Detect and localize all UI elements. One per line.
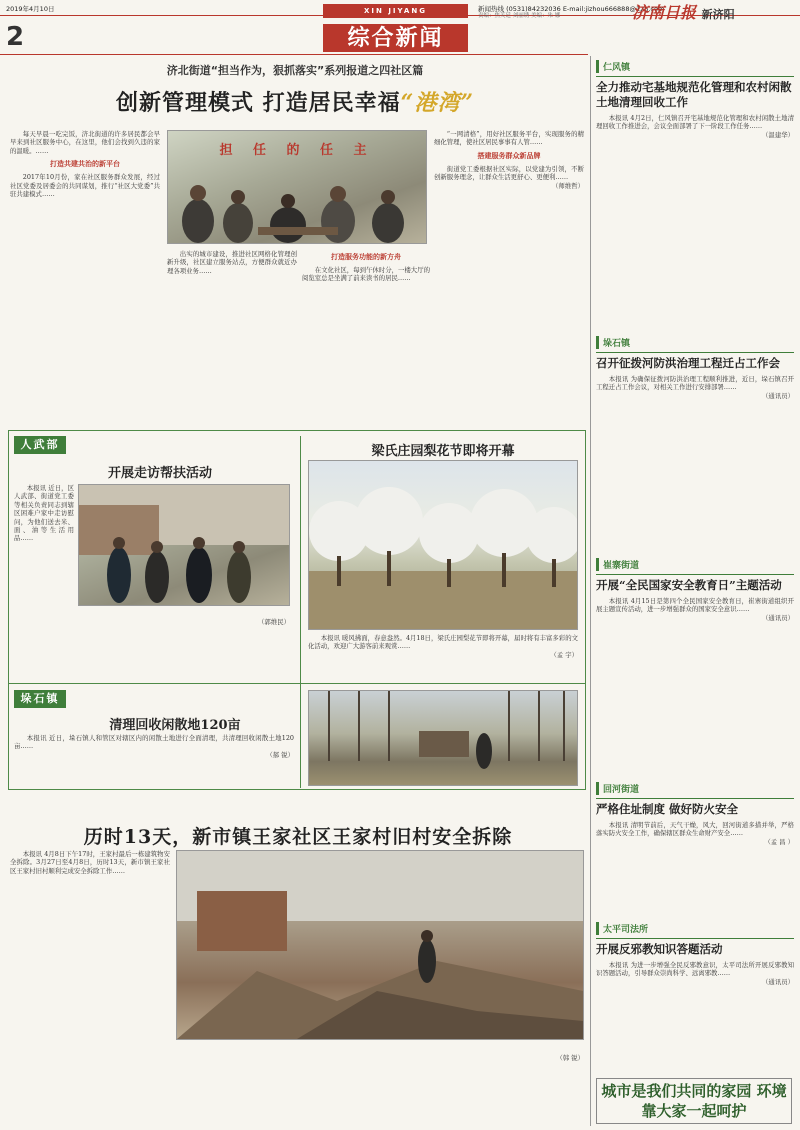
right-item-3-rule bbox=[596, 798, 794, 799]
right-item-2-headline: 开展“全民国家安全教育日”主题活动 bbox=[596, 578, 782, 592]
right-item-4-headline: 开展反邪教知识答题活动 bbox=[596, 942, 723, 956]
disi-photo bbox=[308, 690, 578, 786]
bottom-photo bbox=[176, 850, 584, 1040]
hotline: 新闻热线 (0531)84232036 E-mail:jizhou666888@126.com bbox=[478, 5, 665, 13]
right-item-2-rule bbox=[596, 574, 794, 575]
page-number: 2 bbox=[6, 22, 25, 52]
section-title: 综合新闻 bbox=[323, 24, 468, 52]
right-item-4-text: 本报讯 为进一步增强全民反邪教意识，太平司法所开展反邪教知识答题活动，引导群众崇尚科学、远离邪教…… bbox=[596, 961, 794, 978]
issue-date: 2019年4月10日 bbox=[6, 5, 55, 13]
lead-headline-accent: “港湾” bbox=[400, 90, 474, 116]
right-item-2 bbox=[596, 558, 794, 782]
header-rule bbox=[0, 54, 588, 55]
renwu-photo bbox=[78, 484, 290, 606]
disi-text-block bbox=[14, 734, 294, 786]
logo-sub: 新济阳 bbox=[701, 8, 735, 21]
bottom-photo-rubble bbox=[177, 851, 583, 1039]
right-item-2-text: 本报讯 4月15日是第四个全民国家安全教育日，崔寨街道组织开展主题宣传活动，进一步增强群众的国家安全意识…… bbox=[596, 597, 794, 614]
right-item-3 bbox=[596, 782, 794, 922]
lead-headline-main: 创新管理模式 打造居民幸福 bbox=[116, 90, 401, 116]
lead-kicker: 济北街道“担当作为，狠抓落实”系列报道之四社区篇 bbox=[166, 64, 424, 77]
pear-text: 本报讯 暖风拂面，春意盎然。4月18日，梁氏庄园梨花节即将开幕，届时将有丰富多彩的文化活动，欢迎广大游客前来观赏…… bbox=[308, 634, 578, 651]
lead-photo bbox=[167, 130, 427, 244]
right-item-0-body bbox=[596, 114, 794, 314]
lead-col1-para-b: 2017年10月份，家在社区服务群众发展，经过社区党委及居委会的共同谋划，推行“社区大党委”共驻共建模式…… bbox=[10, 173, 160, 199]
lead-col3-para-b: 街道党工委根据社区实际，以党建为引领，不断创新服务理念，让群众生活更舒心、更便利…… bbox=[434, 164, 584, 182]
masthead-logo bbox=[632, 0, 800, 22]
renwu-tag: 人武部 bbox=[14, 436, 66, 454]
right-item-1-tag: 垛石镇 bbox=[596, 336, 794, 349]
right-column-divider bbox=[590, 56, 591, 1126]
disi-headline: 清理回收闲散地120亩 bbox=[109, 718, 241, 733]
lead-col1-para: 每天早晨一吃完饭，济北街道的许多居民都会早早来到社区服务中心，在这里，他们会找到久违的家的温暖。…… bbox=[10, 130, 160, 155]
bottom-text-block bbox=[10, 850, 170, 1122]
right-item-2-body bbox=[596, 597, 794, 757]
renwu-text-left bbox=[14, 484, 74, 676]
right-item-0-tag: 仁风镇 bbox=[596, 60, 794, 73]
renwu-text-bottom bbox=[78, 610, 290, 670]
right-item-0 bbox=[596, 60, 794, 336]
lead-col2-para: 出实的城市建设，推进社区网格化管理创新升级，社区建立服务站点，方便群众就近办理各项业务…… bbox=[167, 250, 297, 275]
right-item-3-text: 本报讯 清明节前后，天气干燥，风大，回河街道多措并举，严格落实防火安全工作，确保辖区群众生命财产安全…… bbox=[596, 821, 794, 838]
pear-headline: 梁氏庄园梨花节即将开幕 bbox=[371, 444, 515, 459]
pear-photo bbox=[308, 460, 578, 630]
lead-col2-para-b: 在文化社区，每到午休时分，一楼大厅的阅览室总是坐满了前来读书的居民…… bbox=[302, 266, 430, 283]
bottom-headline: 历时13天，新市镇王家社区王家村旧村安全拆除 bbox=[83, 826, 513, 848]
pear-blossom-trees bbox=[309, 461, 577, 629]
lead-column-1 bbox=[10, 130, 160, 350]
pear-byline: （孟 宇） bbox=[550, 650, 578, 659]
right-item-0-headline: 全力推动宅基地规范化管理和农村闲散土地清理回收工作 bbox=[596, 80, 792, 109]
bottom-text-block-b bbox=[176, 1046, 584, 1122]
right-item-2-byline: （通讯员） bbox=[762, 613, 794, 622]
right-item-4-body bbox=[596, 961, 794, 1051]
logo-main: 济南日报 bbox=[632, 3, 697, 22]
right-item-4 bbox=[596, 922, 794, 1052]
disi-photo-trees bbox=[309, 691, 577, 785]
lead-col3-subhead: 搭建服务群众新品牌 bbox=[477, 151, 541, 160]
lead-col2-subhead: 打造服务功能的新方舟 bbox=[331, 253, 401, 261]
right-item-1-rule bbox=[596, 352, 794, 353]
right-item-2-tag: 崔寨街道 bbox=[596, 558, 794, 571]
right-item-0-text: 本报讯 4月2日，仁风镇召开宅基地规范化管理和农村闲散土地清理回收工作推进会，会议全面部署了下一阶段工作任务…… bbox=[596, 114, 794, 131]
paper-name: XIN JIYANG bbox=[323, 4, 468, 18]
right-item-4-tag: 太平司法所 bbox=[596, 922, 794, 935]
right-item-0-rule bbox=[596, 76, 794, 77]
lead-column-3 bbox=[302, 250, 430, 350]
renwu-photo-figures bbox=[79, 485, 289, 605]
photo-banner-text: 担 任 的 任 主 bbox=[219, 143, 375, 158]
disi-byline: （郝 锐） bbox=[266, 750, 294, 759]
bottom-byline: （韩 锐） bbox=[556, 1054, 584, 1063]
right-item-0-byline: （温建华） bbox=[762, 130, 794, 139]
editors: 责编：焦芙廷 刘丽绣 美编：朱 娜 bbox=[478, 13, 561, 19]
right-item-3-body bbox=[596, 821, 794, 911]
renwu-text: 本报讯 近日，区人武部、街道党工委等相关负责同志到辖区困难户家中走访慰问，为他们送去米、面、油等生活用品…… bbox=[14, 484, 74, 543]
renwu-byline: （郭维民） bbox=[258, 618, 290, 627]
right-item-1-body bbox=[596, 375, 794, 535]
right-item-3-tag: 回河街道 bbox=[596, 782, 794, 795]
lead-col3-para: “一网清格”，用好社区服务平台，实现服务的精细化管理，使社区居民事事有人管…… bbox=[434, 130, 584, 147]
right-item-3-headline: 严格住址制度 做好防火安全 bbox=[596, 802, 739, 816]
right-item-1 bbox=[596, 336, 794, 558]
disi-tag: 垛石镇 bbox=[14, 690, 66, 708]
renwu-headline: 开展走访帮扶活动 bbox=[107, 466, 212, 481]
lead-column-2 bbox=[167, 250, 297, 350]
right-item-1-headline: 召开征拨河防洪治理工程迁占工作会 bbox=[596, 356, 780, 370]
green-frame-hdivider bbox=[8, 683, 586, 684]
bottom-text: 本报讯 4月8日下午17时，王家村最后一栋建筑物安全拆除。3月27日至4月8日，历时13天，新市镇王家社区王家村旧村顺利完成安全拆除工作…… bbox=[10, 850, 170, 875]
slogan-box: 城市是我们共同的家园 环境靠大家一起呵护 bbox=[596, 1078, 792, 1124]
right-column bbox=[596, 60, 794, 1060]
green-frame-divider bbox=[300, 436, 301, 788]
right-item-4-byline: （通讯员） bbox=[762, 977, 794, 986]
lead-photo-people bbox=[168, 161, 426, 243]
right-item-3-byline: （孟 昌 ） bbox=[764, 837, 794, 846]
lead-headline bbox=[40, 86, 550, 117]
right-item-1-byline: （通讯员） bbox=[762, 391, 794, 400]
pear-text-block bbox=[308, 634, 578, 680]
lead-column-4 bbox=[434, 130, 584, 350]
lead-col1-subhead: 打造共建共治的新平台 bbox=[50, 160, 120, 169]
right-item-1-text: 本报讯 为确保征拨河防洪治理工程顺利推进，近日，垛石镇召开工程迁占工作会议，对相关工作进行安排部署…… bbox=[596, 375, 794, 392]
right-item-4-rule bbox=[596, 938, 794, 939]
disi-text: 本报讯 近日，垛石镇人和管区对辖区内的闲散土地进行全面清理，共清理回收闲散土地120亩…… bbox=[14, 734, 294, 751]
lead-byline: （师维哲） bbox=[552, 181, 584, 190]
